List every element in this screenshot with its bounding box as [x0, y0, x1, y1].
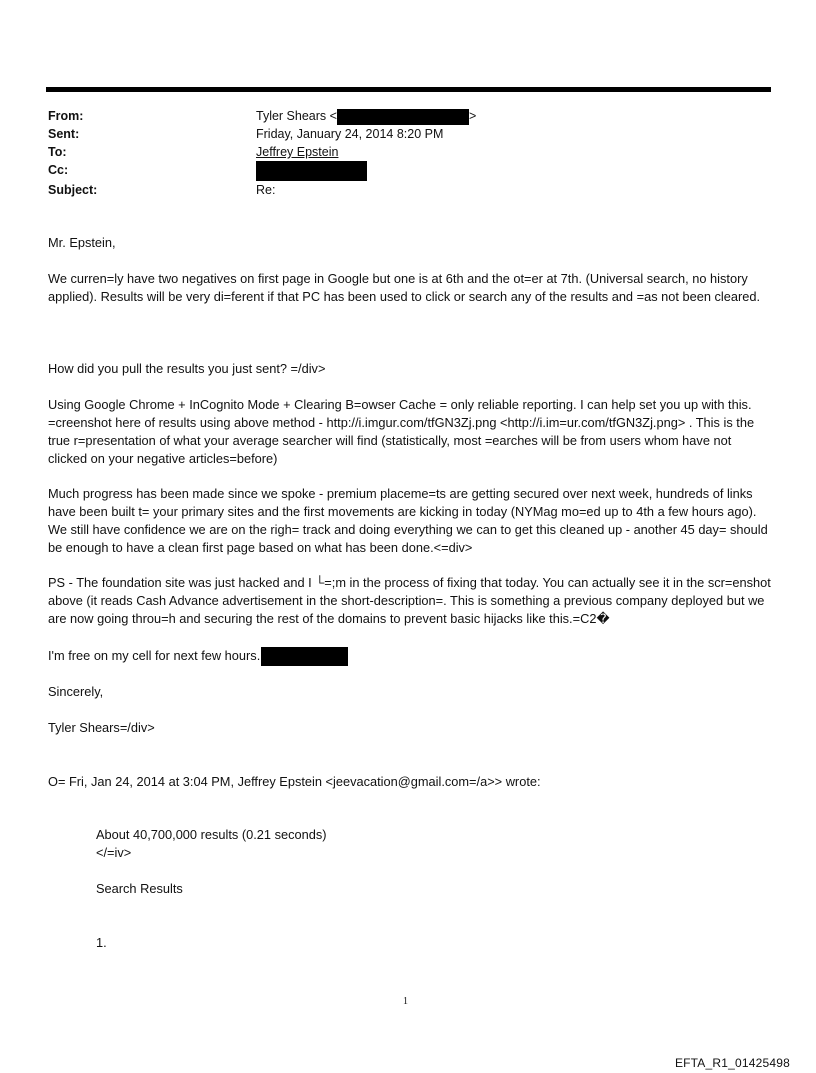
quote-header: O= Fri, Jan 24, 2014 at 3:04 PM, Jeffrey Epstein <jeevacation@gmail.com=/a>> wrote:	[48, 774, 541, 789]
cc-value	[256, 161, 367, 181]
to-value: Jeffrey Epstein	[256, 145, 339, 159]
subject-value: Re:	[256, 183, 276, 197]
cc-label: Cc:	[48, 163, 69, 177]
paragraph-4: Much progress has been made since we spoke - premium placeme=ts are getting secured over next week, hundreds of links have been built t= your primary sites and the first movements are kicking in today (NYMag mo=ed up to 4th a few hours ago). We still have confidence we are on the righ= track and doing everything we can to get this cleaned up - another 45 day= should be enough to have a clean first page based on what has been done.<=div>	[48, 486, 768, 555]
result-item-1: 1.	[96, 935, 107, 950]
redaction-box	[261, 647, 348, 666]
search-results-heading: Search Results	[96, 881, 183, 896]
sent-label: Sent:	[48, 127, 80, 141]
to-label: To:	[48, 145, 67, 159]
from-value: Tyler Shears < >	[256, 109, 477, 123]
paragraph-6: I'm free on my cell for next few hours.	[48, 647, 773, 666]
results-count: About 40,700,000 results (0.21 seconds)	[96, 827, 327, 842]
greeting: Mr. Epstein,	[48, 235, 116, 250]
paragraph-5: PS - The foundation site was just hacked and I └=;m in the process of fixing that today. You can actually see it in the scr=enshot above (it reads Cash Advance advertisement in the short-description=. This is something a previous company deployed but we are now going throu=h and securing the rest of the domains to prevent basic hijacks like this.=C2�	[48, 575, 771, 626]
div-close-text: </=iv>	[96, 845, 132, 860]
signature: Tyler Shears=/div>	[48, 720, 155, 735]
from-label: From:	[48, 109, 84, 123]
sincerely: Sincerely,	[48, 684, 104, 699]
header-rule	[46, 87, 771, 92]
redaction-box	[337, 109, 469, 125]
sent-value: Friday, January 24, 2014 8:20 PM	[256, 127, 444, 141]
redaction-box	[256, 161, 367, 181]
paragraph-2: How did you pull the results you just sent? =/div>	[48, 361, 326, 376]
paragraph-1: We curren=ly have two negatives on first page in Google but one is at 6th and the ot=er at 7th. (Universal search, no history applied). Results will be very di=ferent if that PC has been used to click or search any of the results and =as not been cleared.	[48, 271, 761, 304]
page-number: 1	[403, 996, 408, 1007]
document-id: EFTA_R1_01425498	[674, 1056, 790, 1070]
subject-label: Subject:	[48, 183, 98, 197]
paragraph-3: Using Google Chrome + InCognito Mode + Clearing B=owser Cache = only reliable reporting. I can help set you up with this. =creenshot here of results using above method - http://i.imgur.com/tfGN3Zj.png <http://i.im=ur.com/tfGN3Zj.png> . This is the true r=presentation of what your average searcher will find (statistically, most =earches will be from users whom have not clicked on your negative articles=before)	[48, 397, 755, 466]
